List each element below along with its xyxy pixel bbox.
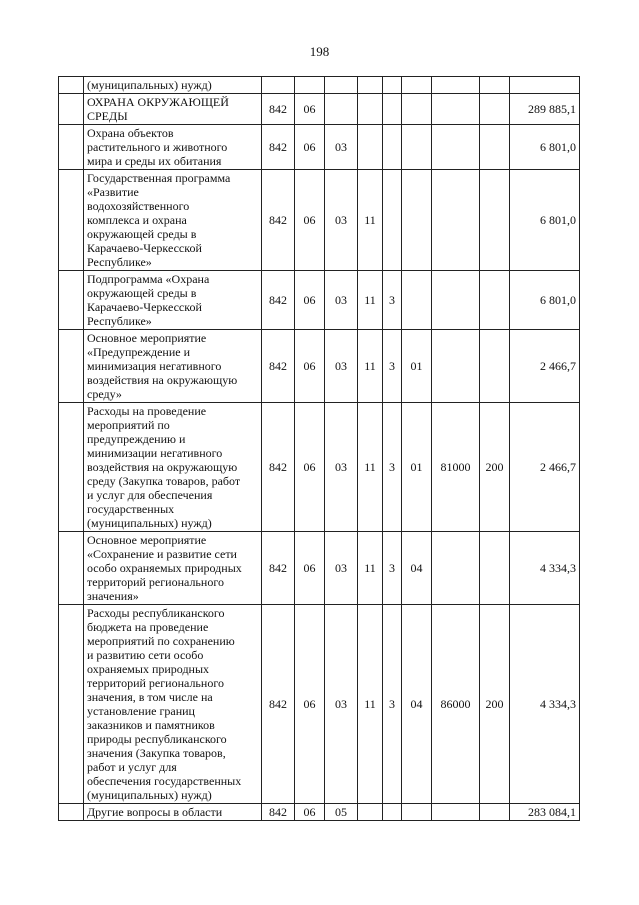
item-name-line: Охрана объектов (87, 126, 174, 140)
item-name-line: среду (Закупка товаров, работ (87, 474, 241, 488)
row-number-cell (59, 94, 84, 125)
activity-code-cell (402, 125, 432, 170)
item-name-line: особо охраняемых природных (87, 561, 242, 575)
item-name-line: «Сохранение и развитие сети (87, 547, 237, 561)
item-name-cell (84, 532, 262, 605)
direction-code-cell (432, 77, 480, 94)
table-row (59, 403, 580, 532)
subsection-code-cell: 03 (325, 532, 358, 605)
expense-type-cell (480, 532, 510, 605)
program-code-cell: 11 (358, 170, 383, 271)
row-number-cell (59, 532, 84, 605)
item-name-line: Республике» (87, 255, 152, 269)
ministry-code-cell: 842 (262, 125, 295, 170)
subsection-code-cell: 03 (325, 403, 358, 532)
amount-cell: 289 885,1 (510, 94, 580, 125)
item-name-line: (муниципальных) нужд) (87, 78, 212, 92)
item-name-cell (84, 605, 262, 804)
subprogram-code-cell (383, 170, 402, 271)
table-row (59, 170, 580, 271)
budget-table (58, 76, 580, 821)
item-name-line: Карачаево-Черкесской (87, 300, 202, 314)
section-code-cell: 06 (295, 804, 325, 821)
item-name-cell (84, 77, 262, 94)
table-row (59, 330, 580, 403)
item-name-line: минимизация негативного (87, 359, 222, 373)
program-code-cell (358, 77, 383, 94)
ministry-code-cell: 842 (262, 271, 295, 330)
item-name-line: и развитию сети особо (87, 648, 204, 662)
program-code-cell: 11 (358, 605, 383, 804)
amount-cell: 283 084,1 (510, 804, 580, 821)
page-number: 198 (309, 44, 330, 59)
subprogram-code-cell: 3 (383, 532, 402, 605)
item-name-line: территорий регионального (87, 676, 224, 690)
section-code-cell: 06 (295, 125, 325, 170)
activity-code-cell (402, 804, 432, 821)
ministry-code-cell: 842 (262, 605, 295, 804)
amount-cell: 4 334,3 (510, 532, 580, 605)
item-name-cell (84, 330, 262, 403)
table-row (59, 605, 580, 804)
item-name-line: значения, в том числе на (87, 690, 213, 704)
row-number-cell (59, 77, 84, 94)
item-name-line: и услуг для обеспечения (87, 488, 213, 502)
table-row (59, 77, 580, 94)
item-name-line: мероприятий по (87, 418, 170, 432)
subsection-code-cell: 03 (325, 125, 358, 170)
item-name-line: бюджета на проведение (87, 620, 209, 634)
table-row (59, 94, 580, 125)
budget-table-body (59, 77, 580, 821)
direction-code-cell (432, 125, 480, 170)
item-name-line: Карачаево-Черкесской (87, 241, 202, 255)
section-code-cell: 06 (295, 94, 325, 125)
table-row (59, 532, 580, 605)
direction-code-cell: 86000 (432, 605, 480, 804)
item-name-line: Расходы республиканского (87, 606, 225, 620)
item-name-line: растительного и животного (87, 140, 228, 154)
item-name-line: окружающей среды в (87, 227, 197, 241)
row-number-cell (59, 403, 84, 532)
activity-code-cell (402, 94, 432, 125)
item-name-line: Основное мероприятие (87, 533, 207, 547)
subsection-code-cell (325, 77, 358, 94)
amount-cell: 6 801,0 (510, 271, 580, 330)
item-name-cell (84, 804, 262, 821)
program-code-cell: 11 (358, 532, 383, 605)
expense-type-cell (480, 125, 510, 170)
item-name-cell (84, 94, 262, 125)
subsection-code-cell: 03 (325, 330, 358, 403)
item-name-line: «Развитие (87, 185, 139, 199)
program-code-cell (358, 94, 383, 125)
item-name-line: охраняемых природных (87, 662, 210, 676)
activity-code-cell: 01 (402, 330, 432, 403)
activity-code-cell (402, 77, 432, 94)
subprogram-code-cell (383, 125, 402, 170)
item-name-line: «Предупреждение и (87, 345, 191, 359)
item-name-line: предупреждению и (87, 432, 186, 446)
program-code-cell (358, 125, 383, 170)
item-name-line: Другие вопросы в области (87, 805, 223, 819)
item-name-line: СРЕДЫ (87, 109, 128, 123)
table-row (59, 804, 580, 821)
section-code-cell: 06 (295, 403, 325, 532)
item-name-line: значения (Закупка товаров, (87, 746, 226, 760)
subprogram-code-cell (383, 77, 402, 94)
activity-code-cell (402, 170, 432, 271)
item-name-line: заказников и памятников (87, 718, 215, 732)
item-name-line: территорий регионального (87, 575, 224, 589)
subsection-code-cell: 03 (325, 605, 358, 804)
subprogram-code-cell: 3 (383, 271, 402, 330)
item-name-line: значения» (87, 589, 139, 603)
subsection-code-cell: 03 (325, 170, 358, 271)
ministry-code-cell: 842 (262, 330, 295, 403)
direction-code-cell: 81000 (432, 403, 480, 532)
ministry-code-cell: 842 (262, 94, 295, 125)
expense-type-cell: 200 (480, 403, 510, 532)
program-code-cell: 11 (358, 403, 383, 532)
item-name-line: (муниципальных) нужд) (87, 788, 212, 802)
section-code-cell: 06 (295, 330, 325, 403)
item-name-line: ОХРАНА ОКРУЖАЮЩЕЙ (87, 95, 229, 109)
item-name-line: установление границ (87, 704, 195, 718)
amount-cell: 6 801,0 (510, 170, 580, 271)
item-name-line: Республике» (87, 314, 152, 328)
subprogram-code-cell: 3 (383, 330, 402, 403)
item-name-line: среду» (87, 387, 122, 401)
activity-code-cell: 04 (402, 605, 432, 804)
section-code-cell (295, 77, 325, 94)
direction-code-cell (432, 271, 480, 330)
subprogram-code-cell (383, 804, 402, 821)
amount-cell: 2 466,7 (510, 330, 580, 403)
row-number-cell (59, 125, 84, 170)
item-name-cell (84, 125, 262, 170)
row-number-cell (59, 605, 84, 804)
subsection-code-cell: 03 (325, 271, 358, 330)
row-number-cell (59, 330, 84, 403)
section-code-cell: 06 (295, 271, 325, 330)
amount-cell: 6 801,0 (510, 125, 580, 170)
expense-type-cell (480, 271, 510, 330)
subprogram-code-cell (383, 94, 402, 125)
section-code-cell: 06 (295, 170, 325, 271)
expense-type-cell (480, 94, 510, 125)
program-code-cell (358, 804, 383, 821)
ministry-code-cell: 842 (262, 170, 295, 271)
ministry-code-cell (262, 77, 295, 94)
ministry-code-cell: 842 (262, 403, 295, 532)
item-name-line: минимизации негативного (87, 446, 223, 460)
table-row (59, 125, 580, 170)
subprogram-code-cell: 3 (383, 403, 402, 532)
item-name-line: (муниципальных) нужд) (87, 516, 212, 530)
item-name-cell (84, 170, 262, 271)
ministry-code-cell: 842 (262, 532, 295, 605)
item-name-cell (84, 403, 262, 532)
item-name-line: мероприятий по сохранению (87, 634, 235, 648)
item-name-line: Расходы на проведение (87, 404, 207, 418)
activity-code-cell (402, 271, 432, 330)
ministry-code-cell: 842 (262, 804, 295, 821)
program-code-cell: 11 (358, 271, 383, 330)
program-code-cell: 11 (358, 330, 383, 403)
item-name-line: комплекса и охрана (87, 213, 187, 227)
expense-type-cell (480, 804, 510, 821)
item-name-line: окружающей среды в (87, 286, 197, 300)
row-number-cell (59, 804, 84, 821)
item-name-line: воздействия на окружающую (87, 460, 238, 474)
activity-code-cell: 01 (402, 403, 432, 532)
direction-code-cell (432, 94, 480, 125)
item-name-line: государственных (87, 502, 175, 516)
item-name-line: природы республиканского (87, 732, 227, 746)
item-name-line: Основное мероприятие (87, 331, 207, 345)
amount-cell (510, 77, 580, 94)
section-code-cell: 06 (295, 532, 325, 605)
direction-code-cell (432, 330, 480, 403)
amount-cell: 2 466,7 (510, 403, 580, 532)
subsection-code-cell: 05 (325, 804, 358, 821)
expense-type-cell: 200 (480, 605, 510, 804)
activity-code-cell: 04 (402, 532, 432, 605)
item-name-line: водохозяйственного (87, 199, 190, 213)
item-name-cell (84, 271, 262, 330)
row-number-cell (59, 170, 84, 271)
item-name-line: Подпрограмма «Охрана (87, 272, 210, 286)
amount-cell: 4 334,3 (510, 605, 580, 804)
expense-type-cell (480, 330, 510, 403)
expense-type-cell (480, 170, 510, 271)
subsection-code-cell (325, 94, 358, 125)
direction-code-cell (432, 170, 480, 271)
subprogram-code-cell: 3 (383, 605, 402, 804)
direction-code-cell (432, 804, 480, 821)
item-name-line: воздействия на окружающую (87, 373, 238, 387)
direction-code-cell (432, 532, 480, 605)
item-name-line: обеспечения государственных (87, 774, 242, 788)
section-code-cell: 06 (295, 605, 325, 804)
row-number-cell (59, 271, 84, 330)
expense-type-cell (480, 77, 510, 94)
item-name-line: Государственная программа (87, 171, 231, 185)
table-row (59, 271, 580, 330)
item-name-line: мира и среды их обитания (87, 154, 222, 168)
item-name-line: работ и услуг для (87, 760, 177, 774)
